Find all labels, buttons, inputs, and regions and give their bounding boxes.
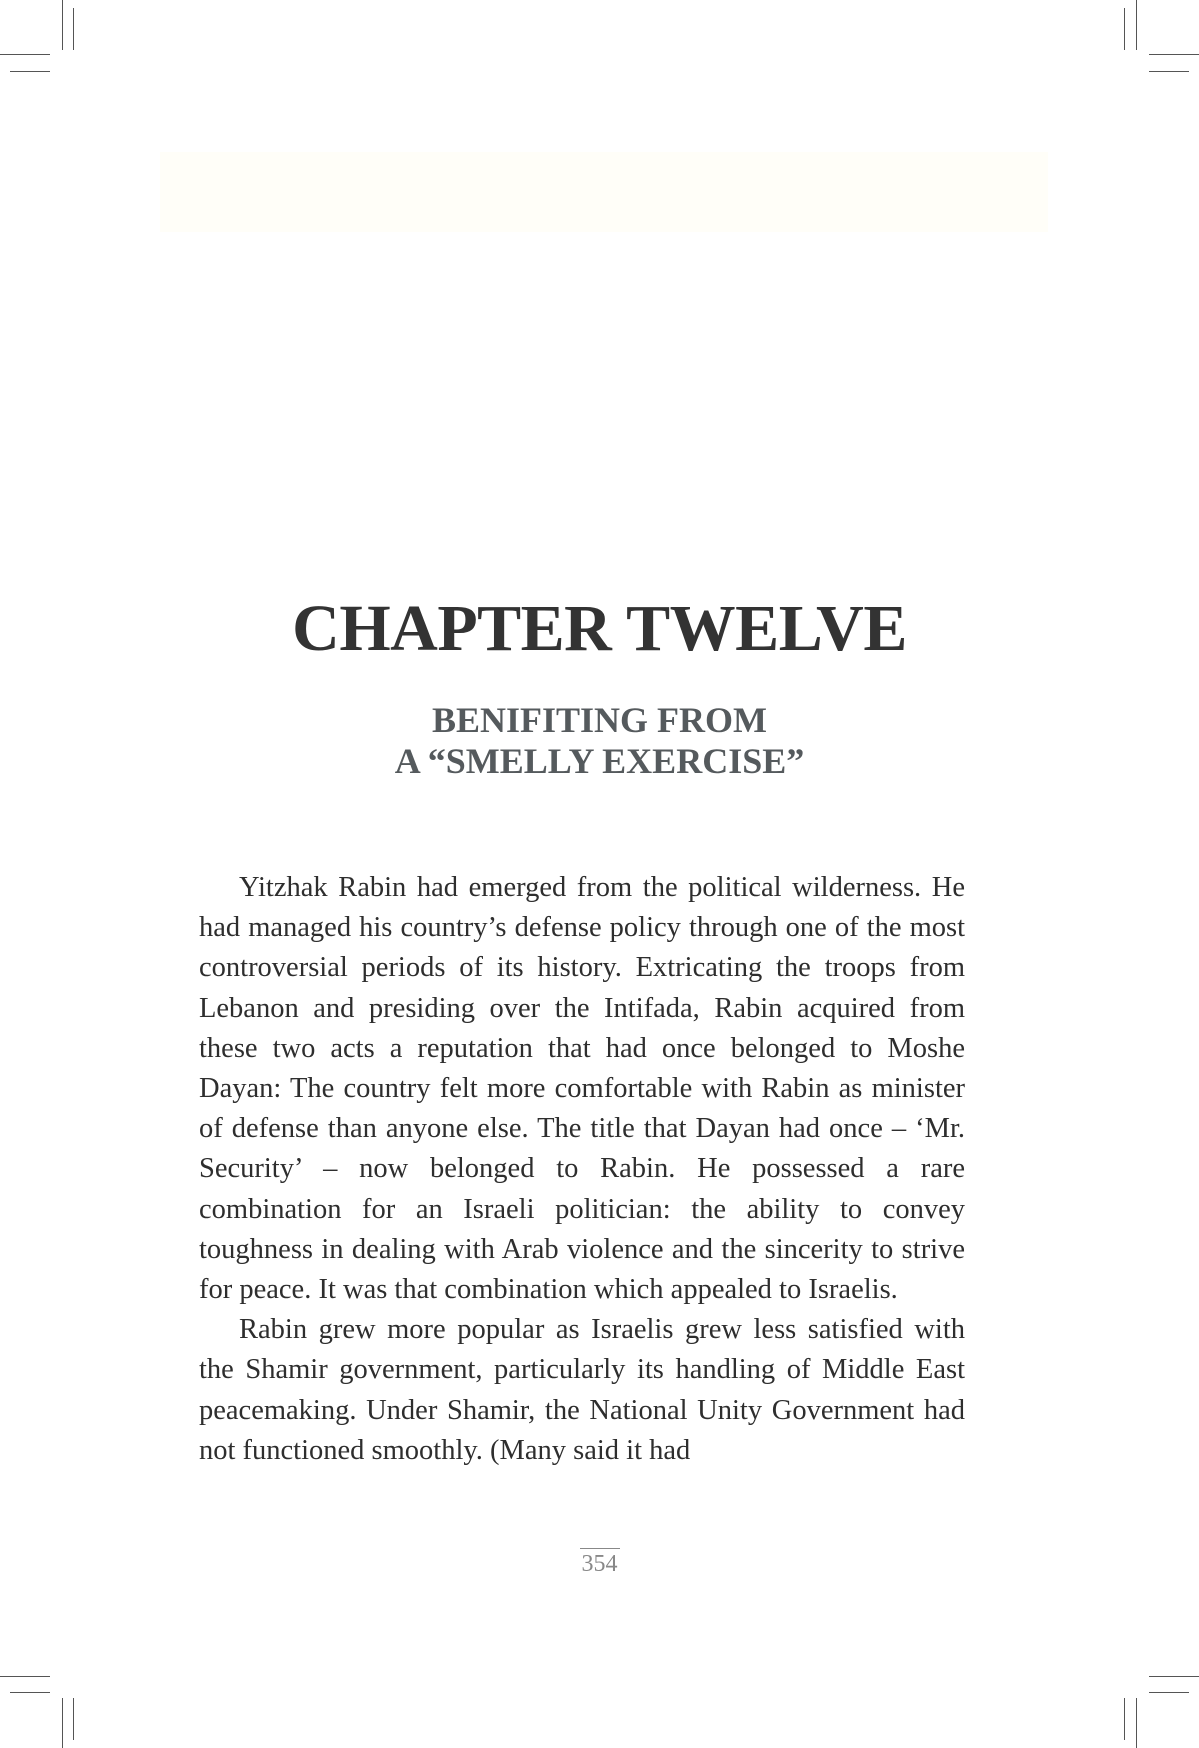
page-number bbox=[0, 1548, 1199, 1579]
crop-mark bbox=[73, 8, 74, 50]
crop-mark bbox=[0, 54, 50, 55]
crop-mark bbox=[62, 0, 63, 50]
paragraph: Yitzhak Rabin had emerged from the political wilderness. He had managed his country’s defense policy through one of the most controversial periods of its history. Extricating the troops from Lebanon and presiding over the Intifada, Rabin acquired from these two acts a reputation that had once belonged to Moshe Dayan: The country felt more comfortable with Rabin as minister of defense than anyone else. The title that Dayan had once – ‘Mr. Security’ – now belonged to Rabin. He possessed a rare combination for an Israeli politician: the ability to convey toughness in dealing with Arab violence and the sincerity to strive for peace. It was that combination which appealed to Israelis. bbox=[199, 872, 965, 1306]
crop-mark bbox=[62, 1698, 63, 1748]
header-band bbox=[160, 152, 1048, 232]
body-text bbox=[199, 868, 965, 1471]
crop-mark bbox=[1136, 0, 1137, 50]
crop-mark bbox=[1149, 54, 1199, 55]
crop-mark bbox=[10, 1692, 50, 1693]
crop-mark bbox=[1124, 1698, 1125, 1740]
paragraph: Rabin grew more popular as Israelis grew less satisfied with the Shamir government, particularly its handling of Middle East peacemaking. Under Shamir, the National Unity Government had not functioned smoothly. (Many said it had bbox=[199, 1314, 965, 1466]
chapter-subtitle bbox=[0, 700, 1199, 782]
crop-mark bbox=[1136, 1698, 1137, 1748]
crop-mark bbox=[1149, 71, 1189, 72]
crop-mark bbox=[1124, 8, 1125, 50]
crop-mark bbox=[10, 71, 50, 72]
crop-mark bbox=[1149, 1692, 1189, 1693]
crop-mark bbox=[73, 1698, 74, 1740]
chapter-subtitle-line-2: A “SMELLY EXERCISE” bbox=[394, 741, 805, 781]
chapter-title: CHAPTER TWELVE bbox=[292, 592, 907, 665]
page-number-label: 354 bbox=[580, 1548, 620, 1579]
crop-mark bbox=[1149, 1676, 1199, 1677]
chapter-subtitle-line-1: BENIFITING FROM bbox=[431, 700, 768, 740]
crop-mark bbox=[0, 1676, 50, 1677]
